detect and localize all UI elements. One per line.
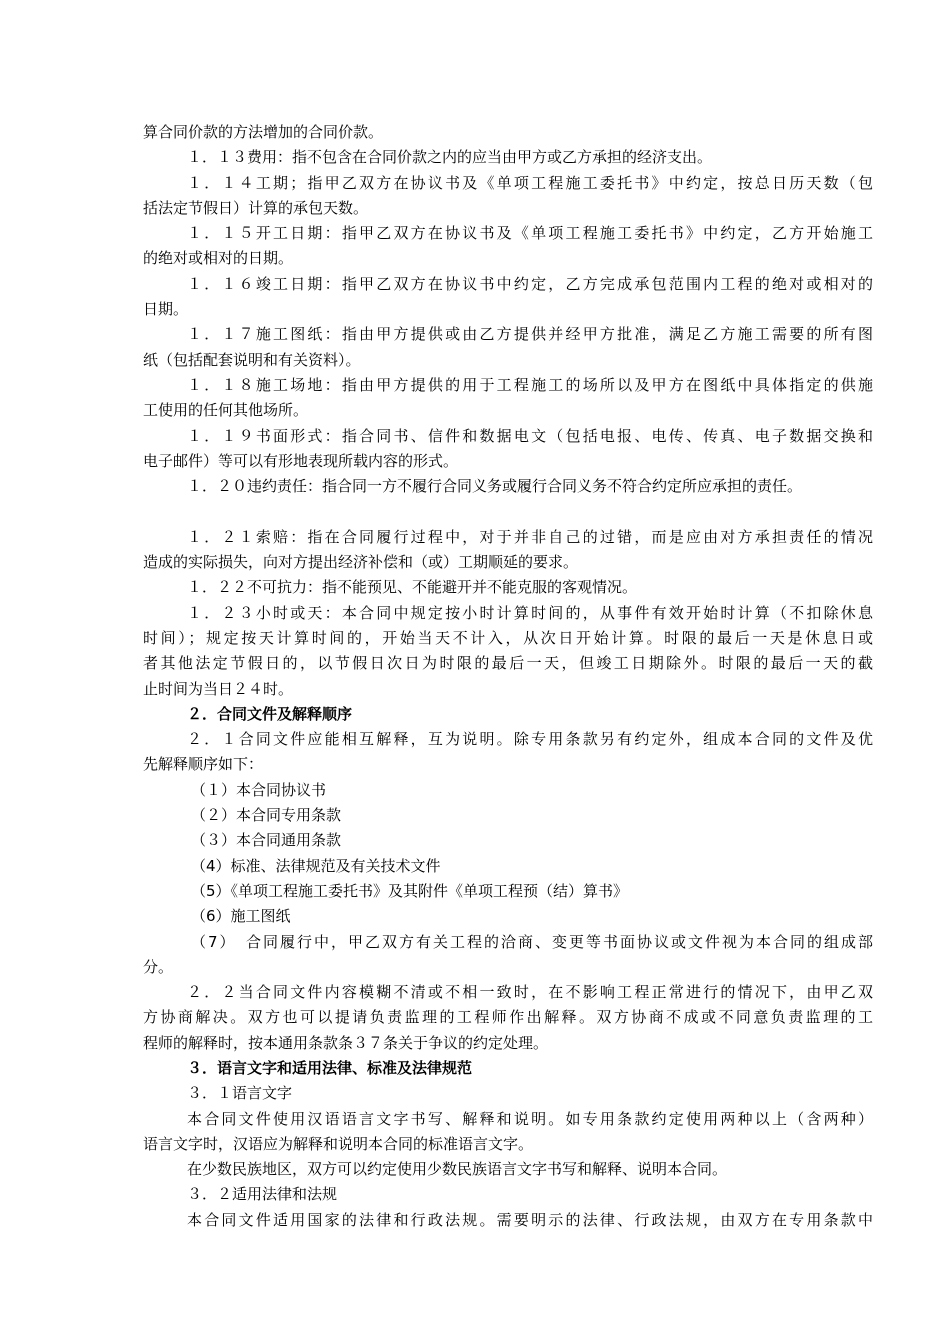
- text-line: 止时间为当日２４时。: [143, 679, 294, 698]
- text-line: 本合同文件适用国家的法律和行政法规。需要明示的法律、行政法规，由双方在专用条款中: [187, 1210, 873, 1229]
- text-line: ２．２当合同文件内容模糊不清或不相一致时，在不影响工程正常进行的情况下，由甲乙双: [187, 983, 873, 1002]
- subsection-heading: ３．２适用法律和法规: [187, 1185, 338, 1204]
- text-line: 语言文字时，汉语应为解释和说明本合同的标准语言文字。: [143, 1134, 534, 1153]
- list-item: （３）本合同通用条款: [191, 831, 342, 850]
- text-line: １．１７施工图纸：指由甲方提供或由乙方提供并经甲方批准，满足乙方施工需要的所有图: [187, 325, 873, 344]
- text-line: 电子邮件）等可以有形地表现所载内容的形式。: [143, 451, 459, 470]
- text-line: １．１８施工场地：指由甲方提供的用于工程施工的场所以及甲方在图纸中具体指定的供施: [187, 375, 873, 394]
- list-item: （6）施工图纸: [191, 907, 291, 926]
- list-item: （２）本合同专用条款: [191, 806, 342, 825]
- document-page: [143, 120, 873, 1233]
- text-line: １．１６竣工日期：指甲乙双方在协议书中约定，乙方完成承包范围内工程的绝对或相对的: [187, 274, 873, 293]
- text-line: 括法定节假日）计算的承包天数。: [143, 198, 369, 217]
- list-item: （7） 合同履行中，甲乙双方有关工程的洽商、变更等书面协议或文件视为本合同的组成部: [191, 932, 873, 951]
- text-line: １．１３费用：指不包含在合同价款之内的应当由甲方或乙方承担的经济支出。: [187, 148, 713, 167]
- text-line: １．２１索赔：指在合同履行过程中，对于并非自己的过错，而是应由对方承担责任的情况: [187, 527, 873, 546]
- text-line: 工使用的任何其他场所。: [143, 401, 309, 420]
- section-heading: ３．语言文字和适用法律、标准及法律规范: [187, 1058, 473, 1077]
- text-line: 方协商解决。双方也可以提请负责监理的工程师作出解释。双方协商不成或不同意负责监理的工: [143, 1008, 873, 1027]
- text-line: １．１４工期；指甲乙双方在协议书及《单项工程施工委托书》中约定，按总日历天数（包: [187, 173, 873, 192]
- text-line: 在少数民族地区，双方可以约定使用少数民族语言文字书写和解释、说明本合同。: [187, 1160, 728, 1179]
- text-line: 日期。: [143, 300, 189, 319]
- paragraph-gap: [143, 499, 873, 524]
- text-line: 程师的解释时，按本通用条款条３７条关于争议的约定处理。: [143, 1033, 549, 1052]
- text-line: １．２２不可抗力：指不能预见、不能避开并不能克服的客观情况。: [187, 578, 638, 597]
- text-line: 造成的实际损失，向对方提出经济补偿和（或）工期顺延的要求。: [143, 553, 579, 572]
- text-line: １．２０违约责任：指合同一方不履行合同义务或履行合同义务不符合约定所应承担的责任。: [187, 477, 803, 496]
- text-line: １．１５开工日期：指甲乙双方在协议书及《单项工程施工委托书》中约定，乙方开始施工: [187, 224, 873, 243]
- list-item: （１）本合同协议书: [191, 780, 327, 799]
- text-line: 的绝对或相对的日期。: [143, 249, 294, 268]
- text-line: １．２３小时或天：本合同中规定按小时计算时间的，从事件有效开始时计算（不扣除休息: [187, 603, 873, 622]
- text-line: １．１９书面形式：指合同书、信件和数据电文（包括电报、电传、传真、电子数据交换和: [187, 426, 873, 445]
- text-line: ２．１合同文件应能相互解释，互为说明。除专用条款另有约定外，组成本合同的文件及优: [187, 730, 873, 749]
- text-line: 分。: [143, 957, 174, 976]
- text-line: 算合同价款的方法增加的合同价款。: [143, 123, 384, 141]
- text-line: 者其他法定节假日的，以节假日次日为时限的最后一天，但竣工日期除外。时限的最后一天的截: [143, 654, 873, 673]
- list-item: （5）《单项工程施工委托书》及其附件《单项工程预（结）算书》: [191, 881, 629, 900]
- text-line: 纸（包括配套说明和有关资料）。: [143, 350, 361, 369]
- text-line: 时间）；规定按天计算时间的，开始当天不计入，从次日开始计算。时限的最后一天是休息日或: [143, 628, 873, 647]
- section-heading: ２．合同文件及解释顺序: [187, 704, 353, 723]
- text-line: 本合同文件使用汉语语言文字书写、解释和说明。如专用条款约定使用两种以上（含两种）: [187, 1109, 873, 1128]
- text-line: 先解释顺序如下：: [143, 755, 264, 774]
- list-item: （4）标准、法律规范及有关技术文件: [191, 856, 441, 875]
- subsection-heading: ３．１语言文字: [187, 1084, 293, 1103]
